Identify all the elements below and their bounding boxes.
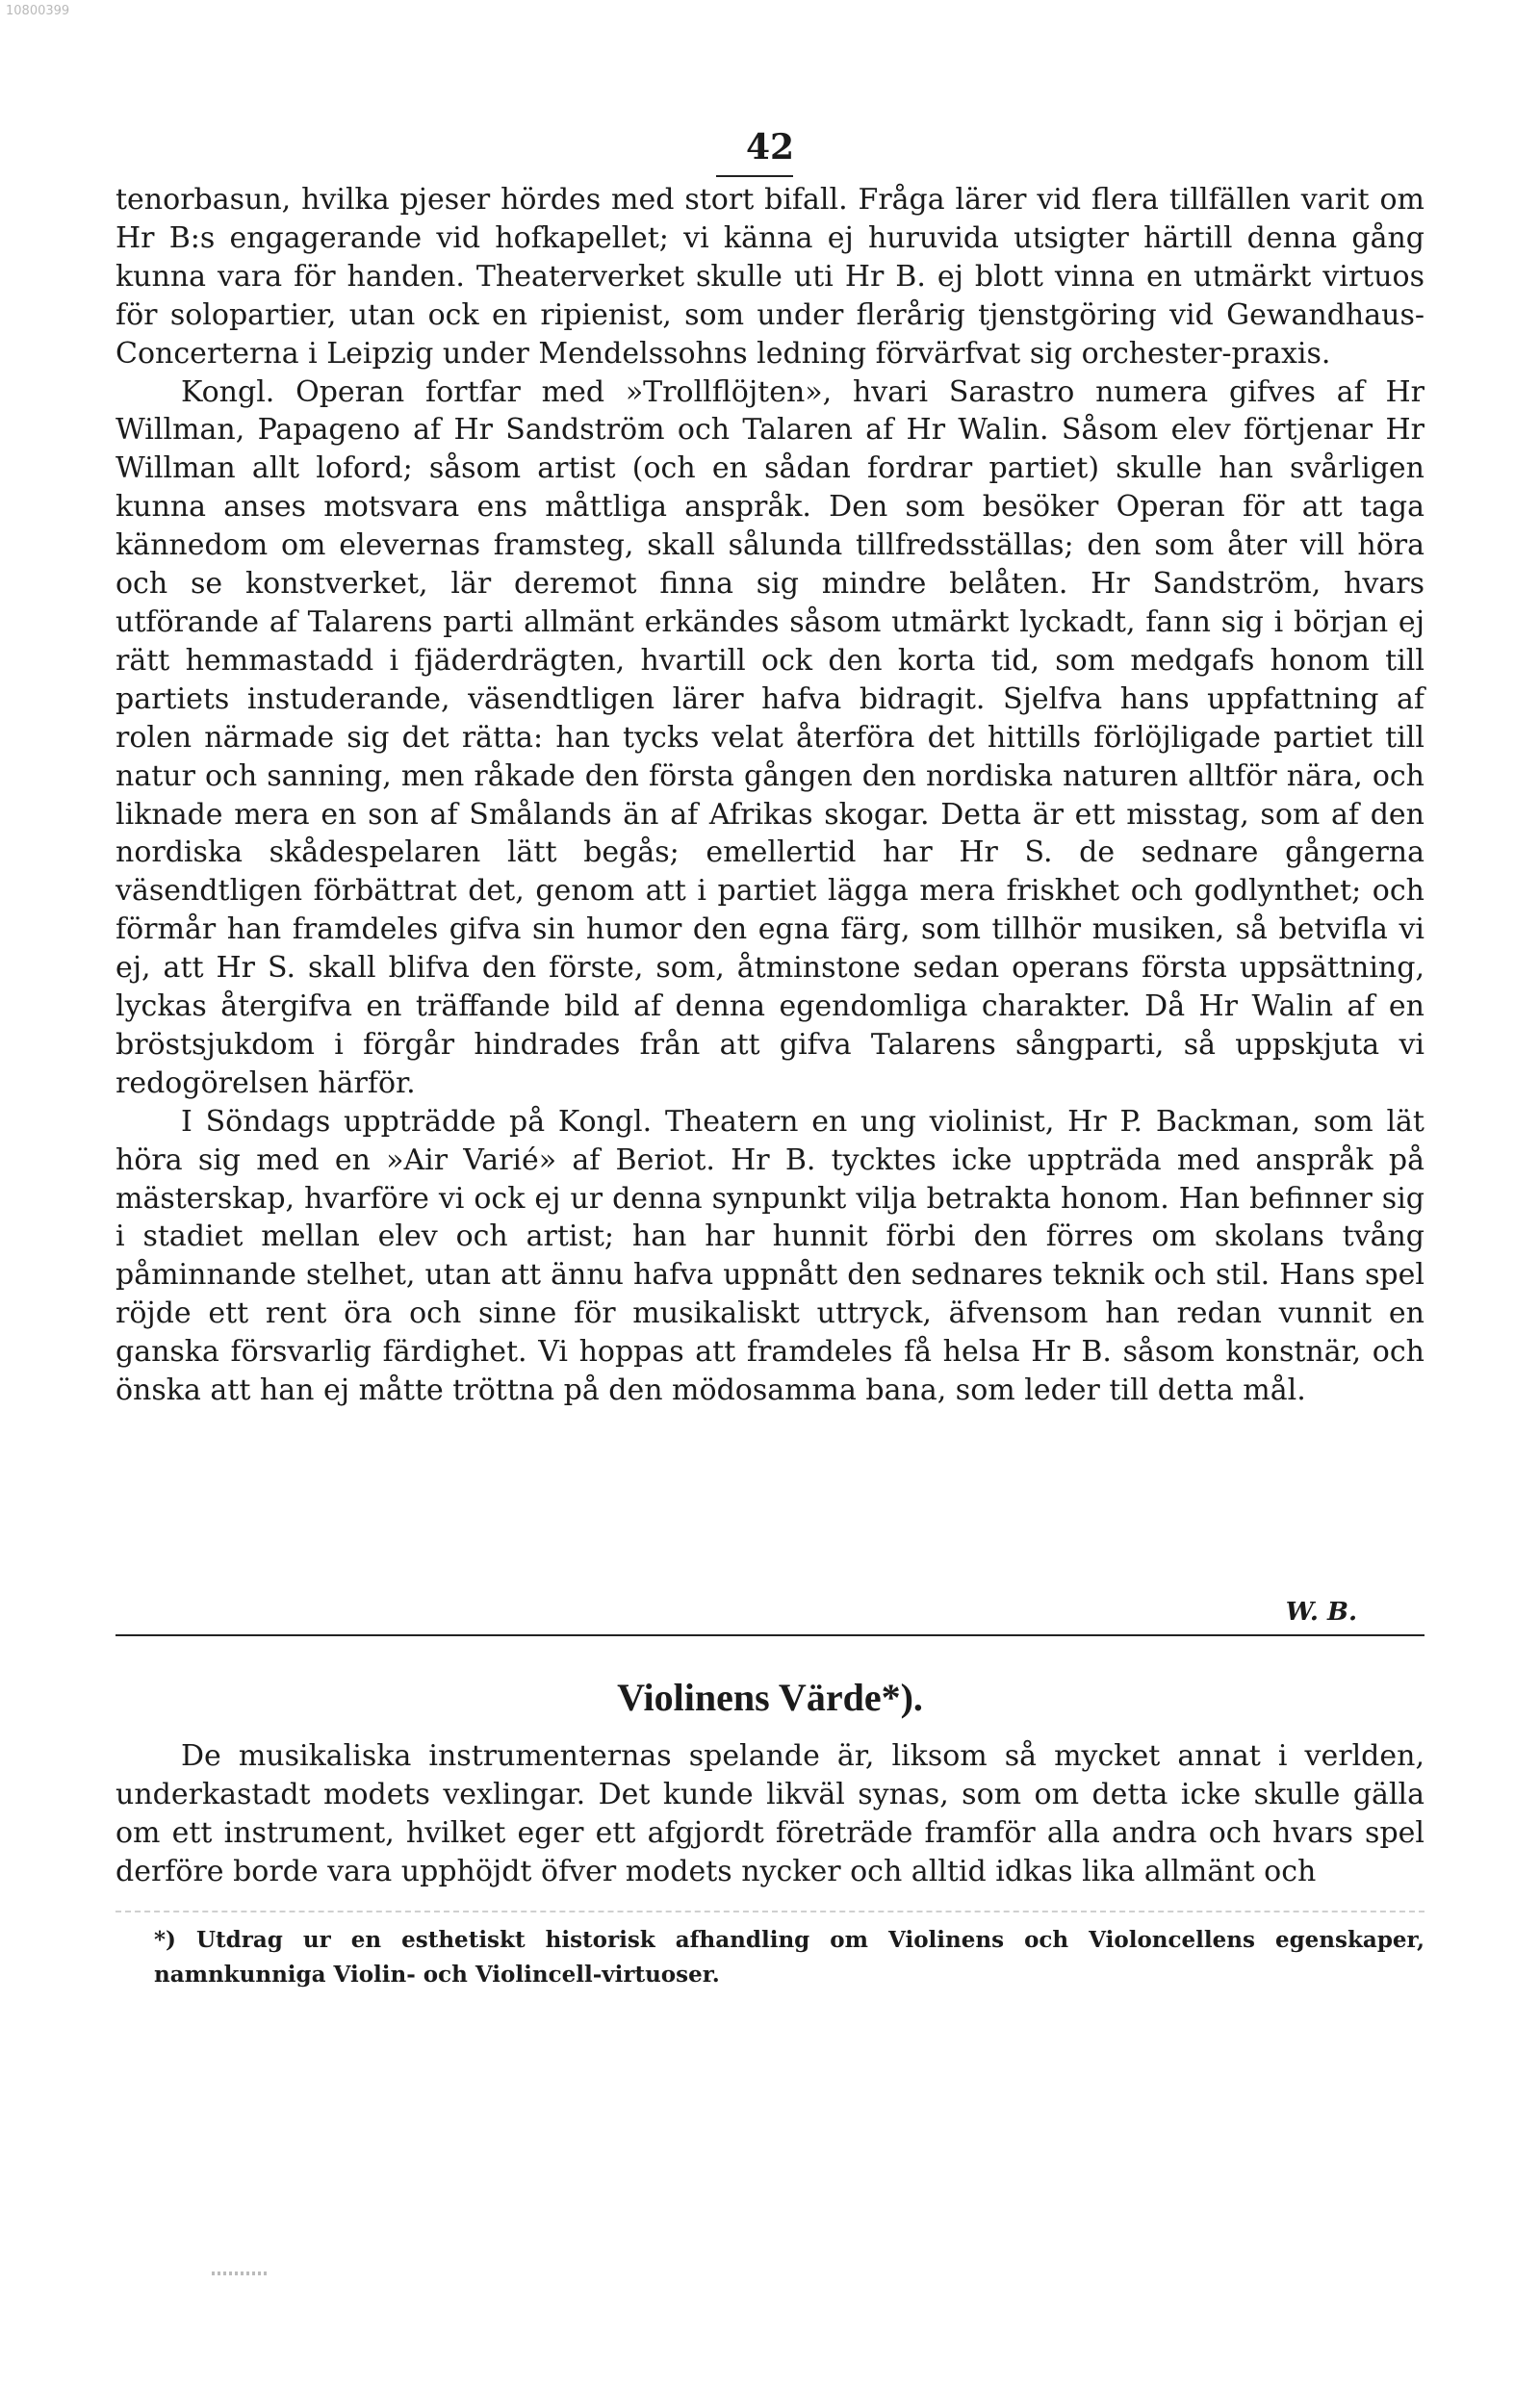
article-violin — [116, 1737, 1424, 1891]
page-number: 42 — [745, 127, 795, 167]
article-review — [116, 181, 1424, 1410]
page-number-underline — [716, 175, 793, 177]
section-divider — [116, 1634, 1424, 1636]
footnote-divider — [116, 1911, 1424, 1912]
review-paragraph-2: Kongl. Operan fortfar med »Trollflöjten», hvari Sarastro numera gifves af Hr Willman, Papageno af Hr Sandström och Talaren af Hr Walin. Såsom elev förtjenar Hr Willman allt loford; såsom artist (och en sådan fordrar partiet) skulle han svårligen kunna anses motsvara ens måttliga anspråk. Den som besöker Operan för att taga kännedom om elevernas framsteg, skall sålunda tillfredsställas; den som åter vill höra och se konstverket, lär deremot finna sig mindre belåten. Hr Sandström, hvars utförande af Talarens parti allmänt erkändes såsom utmärkt lyckadt, fann sig i början ej rätt hemmastadd i fjäderdrägten, hvartill ock den korta tid, som medgafs honom till partiets instuderande, väsendtligen lärer hafva bidragit. Sjelfva hans uppfattning af rolen närmade sig det rätta: han tycks velat återföra det hittills förlöjligade partiet till natur och sanning, men råkade den första gången den nordiska naturen alltför nära, och liknade mera en son af Smålands än af Afrikas skogar. Detta är ett misstag, som af den nordiska skådespelaren lätt begås; emellertid har Hr S. de sednare gångerna väsendtligen förbättrat det, genom att i partiet lägga mera friskhet och godlynthet; och förmår han framdeles gifva sin humor den egna färg, som tillhör musiken, så betvifla vi ej, att Hr S. skall blifva den förste, som, åtminstone sedan operans första uppsättning, lyckas återgifva en träffande bild af denna egendomliga charakter. Då Hr Walin af en bröstsjukdom i förgår hindrades från att gifva Talarens sångparti, så uppskjuta vi redogörelsen härför. — [116, 374, 1424, 1100]
scan-artifact — [212, 2272, 270, 2275]
article-title: Violinens Värde*). — [617, 1676, 923, 1719]
review-paragraph-1: tenorbasun, hvilka pjeser hördes med stort bifall. Fråga lärer vid flera tillfällen varit om Hr B:s engagerande vid hofkapellet; vi känna ej huruvida utsigter härtill denna gång kunna vara för handen. Theaterverket skulle uti Hr B. ej blott vinna en utmärkt virtuos för solopartier, utan ock en ripienist, som under flerårig tjenstgöring vid Gewandhaus-Concerterna i Leipzig under Mendelssohns ledning förvärfvat sig orchester-praxis. — [116, 183, 1424, 371]
review-paragraph-3: I Söndags uppträdde på Kongl. Theatern en ung violinist, Hr P. Backman, som lät höra sig med en »Air Varié» af Beriot. Hr B. tycktes icke uppträda med anspråk på mästerskap, hvarföre vi ock ej ur denna synpunkt vilja betrakta honom. Han befinner sig i stadiet mellan elev och artist; han har hunnit förbi den förres om skolans tvång påminnande stelhet, utan att ännu hafva uppnått den sednares teknik och stil. Hans spel röjde ett rent öra och sinne för musikaliskt uttryck, äfvensom han redan vunnit en ganska försvarlig färdighet. Vi hoppas att framdeles få helsa Hr B. såsom konstnär, och önska att han ej måtte tröttna på den mödosamma bana, som leder till detta mål. — [116, 1104, 1424, 1408]
signature: W. B. — [1285, 1598, 1357, 1627]
footnote: *) Utdrag ur en esthetiskt historisk afhandling om Violinens och Violoncellens egenskaper, namnkunniga Violin- och Violincell-virtuoser. — [154, 1927, 1424, 1988]
archive-id-mark: 10800399 — [6, 4, 70, 18]
violin-paragraph-1: De musikaliska instrumenternas spelande är, liksom så mycket annat i verlden, underkastadt modets vexlingar. Det kunde likväl synas, som om detta icke skulle gälla om ett instrument, hvilket eger ett afgjordt företräde framför alla andra och hvars spel derföre borde vara upphöjdt öfver modets nycker och alltid idkas lika allmänt och — [116, 1739, 1424, 1888]
